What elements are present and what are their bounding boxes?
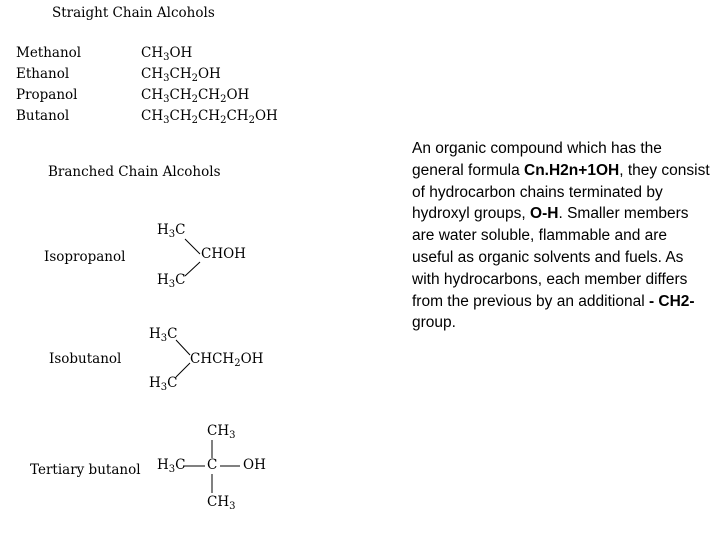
description-text-2: , they consist of hydrocarbon chains terminated by hydroxyl groups, xyxy=(412,161,710,223)
straight-chain-title: Straight Chain Alcohols xyxy=(52,5,215,21)
isobutanol-bottom-group: $H_3C$ xyxy=(149,375,178,393)
isopropanol-bottom-group: $H_3C$ xyxy=(157,272,186,290)
methylene-unit: - CH2- xyxy=(648,292,695,310)
formula-ethanol: $CH_3CH_2OH$ xyxy=(141,66,221,84)
isopropanol-bond-top xyxy=(185,239,200,254)
tertiary-bottom-group: $CH_3$ xyxy=(207,494,236,512)
alcohol-name-butanol: Butanol xyxy=(16,108,70,124)
tertiary-right-group: OH xyxy=(243,457,266,473)
formula-propanol: $CH_3CH_2CH_2OH$ xyxy=(141,87,250,105)
isobutanol-right-group: $CHCH_2OH$ xyxy=(190,351,264,369)
tertiary-top-group: $CH_3$ xyxy=(207,423,236,441)
formula-methanol: $CH_3OH$ xyxy=(141,45,193,63)
tertiary-center-carbon: C xyxy=(207,457,218,473)
isobutanol-name: Isobutanol xyxy=(49,351,122,367)
formula-butanol: $CH_3CH_2CH_2CH_2OH$ xyxy=(141,108,278,126)
tertiary-left-group: $H_3C$ xyxy=(157,457,186,475)
isobutanol-bond-bottom xyxy=(176,363,190,377)
branched-chain-title: Branched Chain Alcohols xyxy=(48,164,221,180)
alcohol-name-methanol: Methanol xyxy=(16,45,82,61)
tertiary-butanol-name: Tertiary butanol xyxy=(30,462,141,478)
hydroxyl-group: O-H xyxy=(530,205,559,223)
description-text-1: An organic compound which has the general formula xyxy=(412,140,662,179)
alcohol-description xyxy=(412,138,712,334)
isopropanol-bond-bottom xyxy=(185,262,200,276)
description-text-3: . Smaller members are water soluble, flammable and are useful as organic solvents and fuels. As with hydrocarbons, each member differs from the previous by an additional xyxy=(412,205,689,310)
isobutanol-top-group: $H_3C$ xyxy=(149,326,178,344)
isopropanol-name: Isopropanol xyxy=(44,249,126,265)
general-formula: Cn.H2n+1OH xyxy=(524,161,620,179)
isopropanol-top-group: $H_3C$ xyxy=(157,222,186,240)
alcohol-name-ethanol: Ethanol xyxy=(16,66,70,82)
isopropanol-right-group: CHOH xyxy=(201,246,246,262)
isobutanol-bond-top xyxy=(176,340,190,355)
description-text-4: group. xyxy=(412,314,456,332)
alcohol-name-propanol: Propanol xyxy=(16,87,78,103)
